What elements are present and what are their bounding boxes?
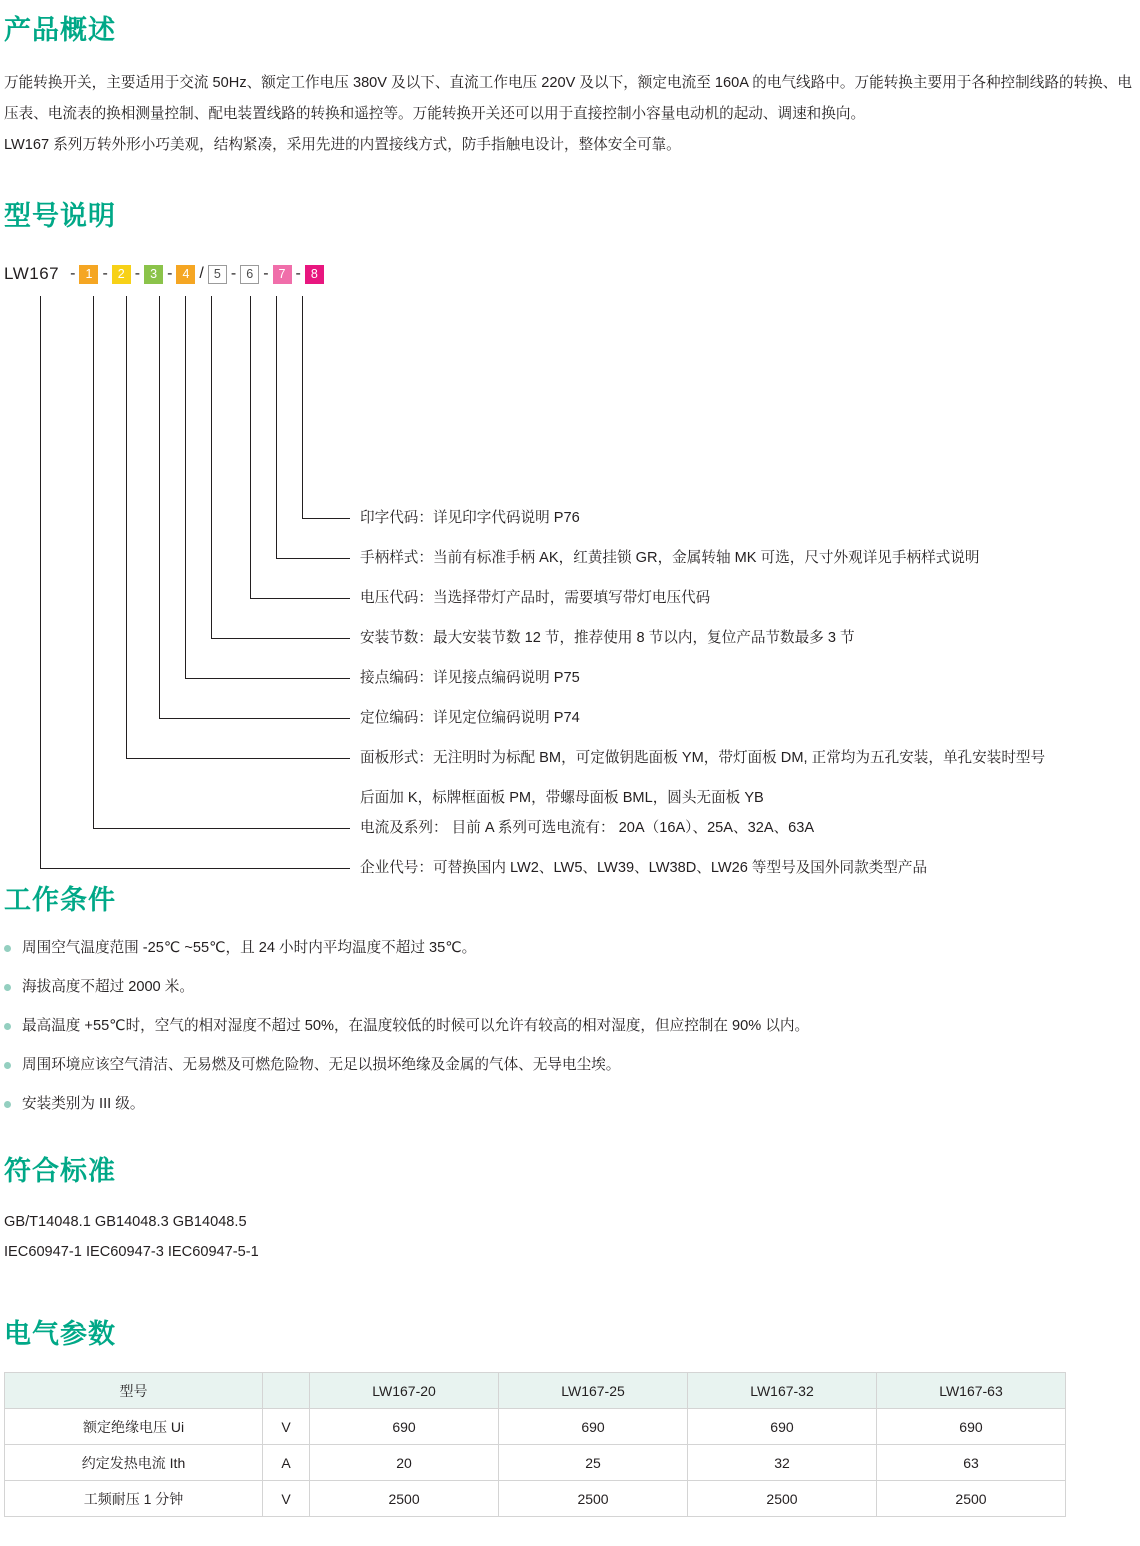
model-separator-5: / [199, 265, 204, 283]
leader-hline-8 [302, 518, 350, 519]
leader-desc-handle-style: 手柄样式：当前有标准手柄 AK，红黄挂锁 GR，金属转轴 MK 可选，尺寸外观详见手柄样式说明 [360, 550, 980, 567]
model-separator-7: - [263, 265, 269, 283]
model-separator-4: - [167, 265, 173, 283]
conditions-title: 工作条件 [4, 885, 116, 915]
leader-hline-0 [40, 868, 350, 869]
section-product-overview [4, 14, 1132, 161]
row-value: 2500 [876, 1481, 1065, 1517]
row-unit: A [263, 1445, 310, 1481]
overview-body [4, 68, 1132, 161]
leader-vline-5 [211, 296, 212, 638]
row-value: 690 [310, 1409, 499, 1445]
row-value: 690 [499, 1409, 688, 1445]
leader-vline-1 [93, 296, 94, 828]
leader-hline-2 [126, 758, 350, 759]
leader-desc-current-series: 电流及系列： 目前 A 系列可选电流有： 20A（16A）、25A、32A、63A [360, 820, 815, 837]
model-leader-diagram [4, 286, 1132, 876]
leader-vline-8 [302, 296, 303, 518]
row-value: 2500 [688, 1481, 877, 1517]
row-value: 25 [499, 1445, 688, 1481]
leader-desc-panel-form: 面板形式：无注明时为标配 BM，可定做钥匙面板 YM，带灯面板 DM, 正常均为五孔安装，单孔安装时型号 [360, 750, 1046, 767]
table-header-lw167-20: LW167-20 [310, 1373, 499, 1409]
row-value: 690 [876, 1409, 1065, 1445]
table-header-row [5, 1373, 1066, 1409]
leader-vline-2 [126, 296, 127, 758]
overview-paragraph-2: LW167 系列万转外形小巧美观，结构紧凑，采用先进的内置接线方式，防手指触电设计，整体安全可靠。 [4, 137, 681, 154]
model-box-3: 3 [144, 265, 163, 284]
electrical-parameters-table [4, 1372, 1066, 1517]
model-separator-3: - [134, 265, 141, 283]
leader-desc-print-code: 印字代码：详见印字代码说明 P76 [360, 510, 580, 527]
table-header-model: 型号 [5, 1373, 263, 1409]
model-separator-2: - [102, 265, 108, 283]
leader-vline-4 [185, 296, 186, 678]
leader-desc-section-count: 安装节数：最大安装节数 12 节，推荐使用 8 节以内，复位产品节数最多 3 节 [360, 630, 855, 647]
leader-desc-contact-code: 接点编码：详见接点编码说明 P75 [360, 670, 580, 687]
standards-lines [4, 1207, 1132, 1267]
list-item: 最高温度 +55℃时，空气的相对湿度不超过 50%，在温度较低的时候可以允许有较高的相对湿度，但应控制在 90% 以内。 [4, 1016, 1132, 1037]
leader-desc-voltage-code: 电压代码：当选择带灯产品时，需要填写带灯电压代码 [360, 590, 711, 607]
model-box-2: 2 [112, 265, 131, 284]
list-item: 周围空气温度范围 -25℃ ~55℃，且 24 小时内平均温度不超过 35℃。 [4, 938, 1132, 959]
overview-paragraph-1: 万能转换开关，主要适用于交流 50Hz、额定工作电压 380V 及以下、直流工作电压 220V 及以下，额定电流至 160A 的电气线路中。万能转换主要用于各种控制线路的转换、电压表、电流表的换相测量控制、配电装置线路的转换和遥控等。万能转换开关还可以用于直接控制小容量电动机的起动、调速和换向。 [4, 75, 1132, 123]
row-unit: V [263, 1481, 310, 1517]
model-separator-8: - [295, 265, 301, 283]
row-value: 2500 [310, 1481, 499, 1517]
row-value: 690 [688, 1409, 877, 1445]
leader-vline-0 [40, 296, 41, 868]
model-box-1: 1 [79, 265, 98, 284]
params-title: 电气参数 [4, 1319, 116, 1349]
model-box-8: 8 [305, 265, 324, 284]
model-code-string [4, 262, 1132, 286]
model-box-6: 6 [240, 265, 259, 284]
standards-line-2: IEC60947-1 IEC60947-3 IEC60947-5-1 [4, 1244, 259, 1261]
leader-desc-panel-form-cont: 后面加 K，标牌框面板 PM，带螺母面板 BML，圆头无面板 YB [360, 790, 764, 807]
leader-hline-7 [276, 558, 350, 559]
model-box-7: 7 [273, 265, 292, 284]
model-title: 型号说明 [4, 201, 116, 231]
section-standards [4, 1155, 1132, 1267]
table-row [5, 1409, 1066, 1445]
leader-hline-6 [250, 598, 350, 599]
section-model-description [4, 200, 1132, 876]
list-item: 周围环境应该空气清洁、无易燃及可燃危险物、无足以损坏绝缘及金属的气体、无导电尘埃。 [4, 1055, 1132, 1076]
model-prefix: LW167 [4, 264, 60, 284]
row-unit: V [263, 1409, 310, 1445]
table-header-unit [263, 1373, 310, 1409]
row-value: 2500 [499, 1481, 688, 1517]
model-separator-1: - [70, 265, 76, 283]
leader-desc-company-code: 企业代号：可替换国内 LW2、LW5、LW39、LW38D、LW26 等型号及国外同款类型产品 [360, 860, 928, 877]
leader-desc-position-code: 定位编码：详见定位编码说明 P74 [360, 710, 580, 727]
row-label: 额定绝缘电压 Ui [5, 1409, 263, 1445]
row-label: 工频耐压 1 分钟 [5, 1481, 263, 1517]
overview-title: 产品概述 [4, 15, 116, 45]
row-label: 约定发热电流 Ith [5, 1445, 263, 1481]
conditions-list [4, 938, 1132, 1115]
section-working-conditions [4, 884, 1132, 1133]
list-item: 安装类别为 III 级。 [4, 1094, 1132, 1115]
row-value: 20 [310, 1445, 499, 1481]
model-box-5: 5 [208, 265, 227, 284]
table-row [5, 1445, 1066, 1481]
model-separator-6: - [230, 265, 237, 283]
list-item: 海拔高度不超过 2000 米。 [4, 977, 1132, 998]
table-header-lw167-63: LW167-63 [876, 1373, 1065, 1409]
leader-hline-1 [93, 828, 350, 829]
leader-vline-7 [276, 296, 277, 558]
row-value: 63 [876, 1445, 1065, 1481]
leader-vline-3 [159, 296, 160, 718]
row-value: 32 [688, 1445, 877, 1481]
table-row [5, 1481, 1066, 1517]
model-box-4: 4 [176, 265, 195, 284]
standards-line-1: GB/T14048.1 GB14048.3 GB14048.5 [4, 1214, 247, 1231]
table-body [5, 1409, 1066, 1517]
standards-title: 符合标准 [4, 1156, 116, 1186]
leader-hline-4 [185, 678, 350, 679]
leader-hline-3 [159, 718, 350, 719]
table-head [5, 1373, 1066, 1409]
leader-hline-5 [211, 638, 350, 639]
table-header-lw167-25: LW167-25 [499, 1373, 688, 1409]
table-header-lw167-32: LW167-32 [688, 1373, 877, 1409]
leader-vline-6 [250, 296, 251, 598]
section-electrical-parameters [4, 1318, 1132, 1517]
